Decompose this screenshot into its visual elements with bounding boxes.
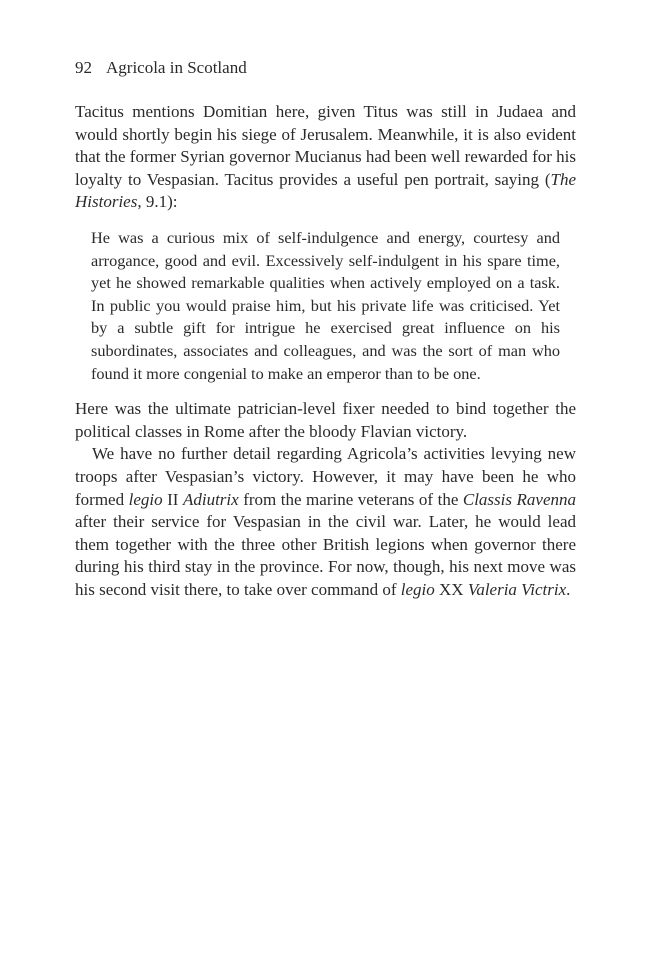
legion-numeral-1: II <box>162 489 183 509</box>
paragraph-1 <box>75 101 576 214</box>
block-quote: He was a curious mix of self-indulgence and energy, courtesy and arrogance, good and evil. Excessively self-indulgent in his spare time, yet he showed remarkable qualities when actively employed on a task. In public you would praise him, but his private life was criticised. Yet by a subtle gift for intrigue he exercised great influence on his subordinates, associates and colleagues, and was the sort of man who found it more congenial to make an emperor than to be one. <box>91 227 560 383</box>
classis-ravenna-italic: Classis Ravenna <box>462 489 576 509</box>
book-title-italic: The Histories <box>75 169 576 212</box>
paragraph-3-text-3: after their service for Vespasian in the civil war. Later, he would lead them together with the three other British legions when governor there during his third stay in the province. For now, though, his next move was his second visit there, to take over command of <box>75 512 576 599</box>
adiutrix-italic: Adiutrix <box>182 489 239 509</box>
paragraph-3-text-1: We have no further detail regarding Agricola’s activities levying new troops after Vespasian’s victory. However, it may have been he who formed <box>75 444 576 509</box>
paragraph-1-text: Tacitus mentions Domitian here, given Titus was still in Judaea and would shortly begin his siege of Jerusalem. Meanwhile, it is also evident that the former Syrian governor Mucianus had been well rewarded for his loyalty to Vespasian. Tacitus provides a useful pen portrait, saying ( <box>75 102 576 189</box>
paragraph-3-text-2: from the marine veterans of the <box>238 489 463 509</box>
running-header <box>75 57 247 79</box>
paragraph-1-citation: , 9.1): <box>137 192 178 212</box>
paragraph-3 <box>75 443 576 601</box>
paragraph-2: Here was the ultimate patrician-level fixer needed to bind together the political classes in Rome after the bloody Flavian victory. <box>75 399 576 441</box>
legio-italic-1: legio <box>128 489 163 509</box>
legio-italic-2: legio <box>400 579 435 599</box>
valeria-victrix-italic: Valeria Victrix <box>467 579 567 599</box>
page-number: 92 <box>75 58 92 77</box>
paragraph-3-end: . <box>566 579 571 599</box>
page-body <box>75 101 576 601</box>
legion-numeral-2: XX <box>434 579 468 599</box>
running-title: Agricola in Scotland <box>106 58 247 77</box>
